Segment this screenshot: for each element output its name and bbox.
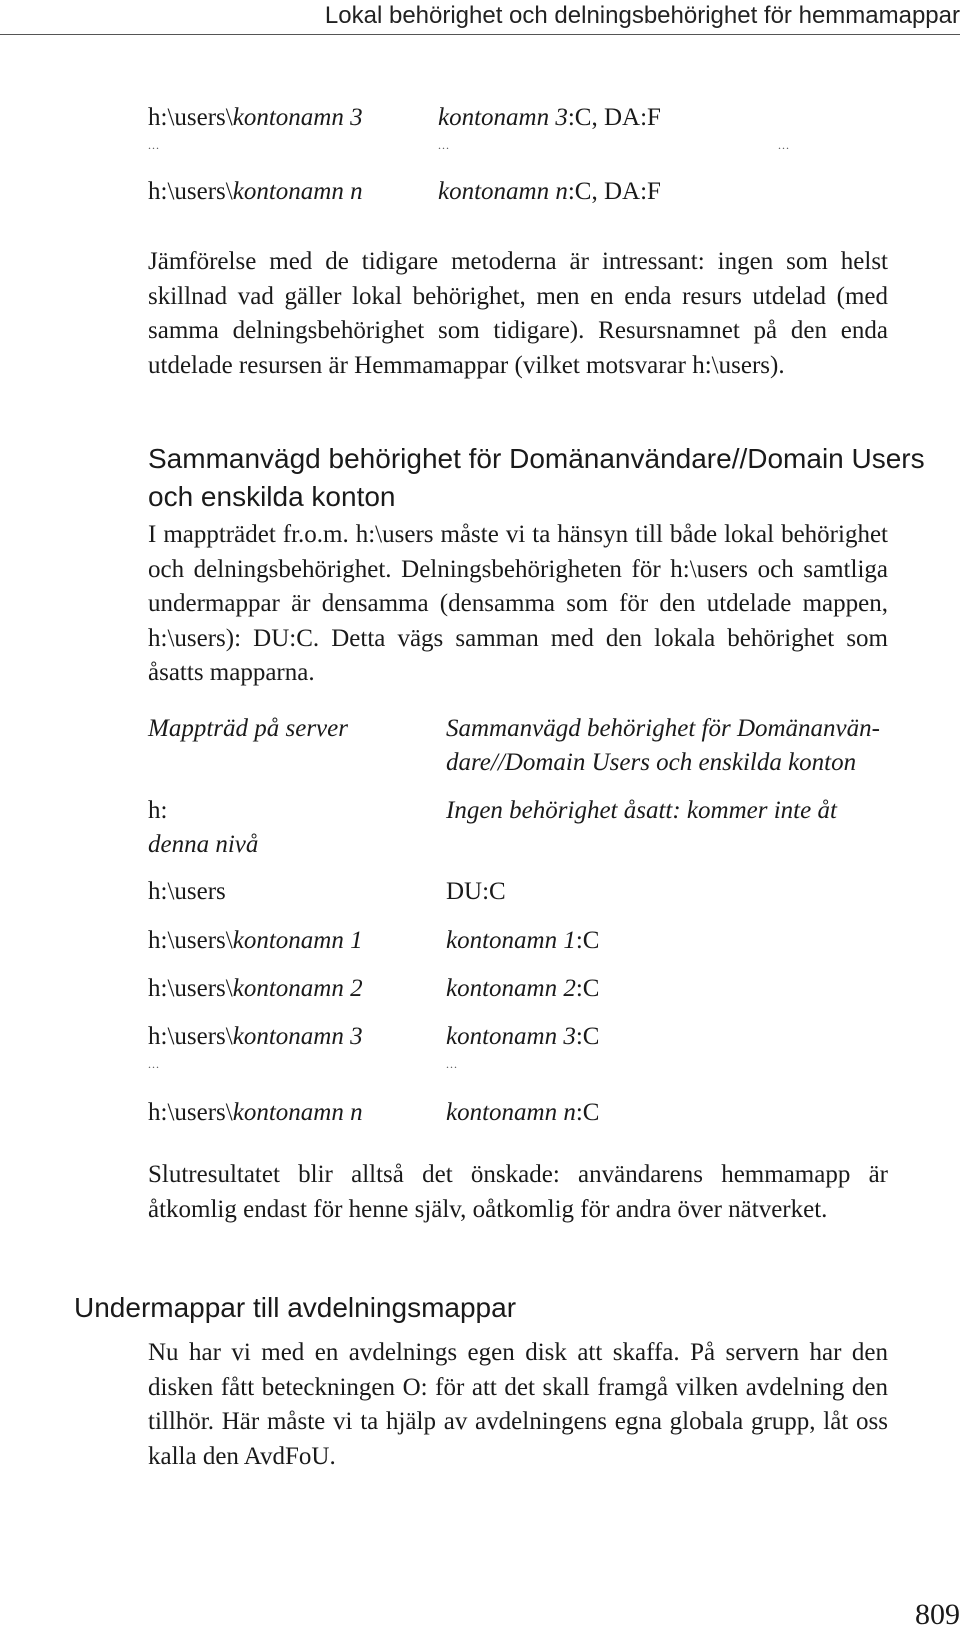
permission-cell: kontonamn n:C, DA:F: [438, 178, 661, 205]
running-head: [0, 0, 960, 35]
table1-ellipsis-row: [148, 138, 908, 158]
path-cell: h:\users: [148, 878, 226, 905]
ellipsis: ...: [148, 138, 160, 152]
permission-cell: kontonamn n:C: [446, 1099, 600, 1126]
running-head-text: Lokal behörighet och delningsbehörighet för hemmamappar: [324, 2, 960, 29]
permission-cell: kontonamn 3:C, DA:F: [438, 104, 661, 131]
section-heading: Undermappar till avdelningsmappar: [74, 1292, 517, 1323]
table2-row: [148, 972, 928, 1006]
permission-cell: kontonamn 3:C: [446, 1023, 600, 1050]
path-cell: h:\users\kontonamn 2: [148, 975, 363, 1002]
permission-cell: kontonamn 2:C: [446, 975, 600, 1002]
ellipsis: ...: [148, 1057, 160, 1071]
table1-row: [148, 178, 908, 212]
path-cell: h:\users\kontonamn n: [148, 1099, 363, 1126]
path-cell: h: denna nivå: [148, 797, 259, 858]
table1-row: [148, 104, 908, 138]
permission-cell: kontonamn 1:C: [446, 927, 600, 954]
column-header: Sammanvägd behörighet för Domänanvän- dare//Domain Users och enskilda konton: [446, 715, 880, 776]
table2-row: [148, 1096, 928, 1130]
table2-row: [148, 794, 928, 864]
paragraph: Slutresultatet blir alltså det önskade: användarens hemmamapp är åtkomlig endast för henne själv, oåtkomlig för andra över nätverket.: [148, 1161, 888, 1223]
path-cell: h:\users\kontonamn 3: [148, 1023, 363, 1050]
paragraph: Nu har vi med en avdelnings egen disk att skaffa. På servern har den disken fått beteckningen O: för att det skall framgå vilken avdelning den tillhör. Här måste vi ta hjälp av avdelningens egna globala grupp, låt oss kalla den AvdFoU.: [148, 1339, 888, 1470]
ellipsis: ...: [446, 1057, 458, 1071]
paragraph: I mappträdet fr.o.m. h:\users måste vi ta hänsyn till både lokal behörighet och delningsbehörighet. Delningsbehörigheten för h:\users och samtliga undermappar är densamma (densamma som för den utdelade mappen, h:\users): DU:C. Detta vägs samman med den lokala behörighet som åsatts mapparna.: [148, 521, 888, 686]
table2-row: [148, 1020, 928, 1054]
table2-header: [148, 712, 928, 782]
page-number: 809: [915, 1598, 960, 1631]
table2-row: [148, 924, 928, 958]
section-heading: Sammanvägd behörighet för Domänanvändare//Domain Users och enskilda konton: [148, 443, 925, 512]
paragraph: Jämförelse med de tidigare metoderna är intressant: ingen som helst skillnad vad gäller lokal behörighet, men en enda resurs utdelad (med samma delningsbehörighet som tidigare). Resursnamnet på den enda utdelade resursen är Hemmamappar (vilket motsvarar h:\users).: [148, 248, 888, 379]
permission-cell: DU:C: [446, 878, 506, 905]
column-header: Mappträd på server: [148, 715, 348, 742]
permission-cell: Ingen behörighet åsatt: kommer inte åt: [446, 797, 837, 824]
ellipsis: ...: [778, 138, 790, 152]
table2-row: [148, 875, 928, 909]
path-cell: h:\users\kontonamn 1: [148, 927, 363, 954]
path-cell: h:\users\kontonamn n: [148, 178, 363, 205]
table2-ellipsis-row: [148, 1054, 928, 1074]
ellipsis: ...: [438, 138, 450, 152]
path-cell: h:\users\kontonamn 3: [148, 104, 363, 131]
